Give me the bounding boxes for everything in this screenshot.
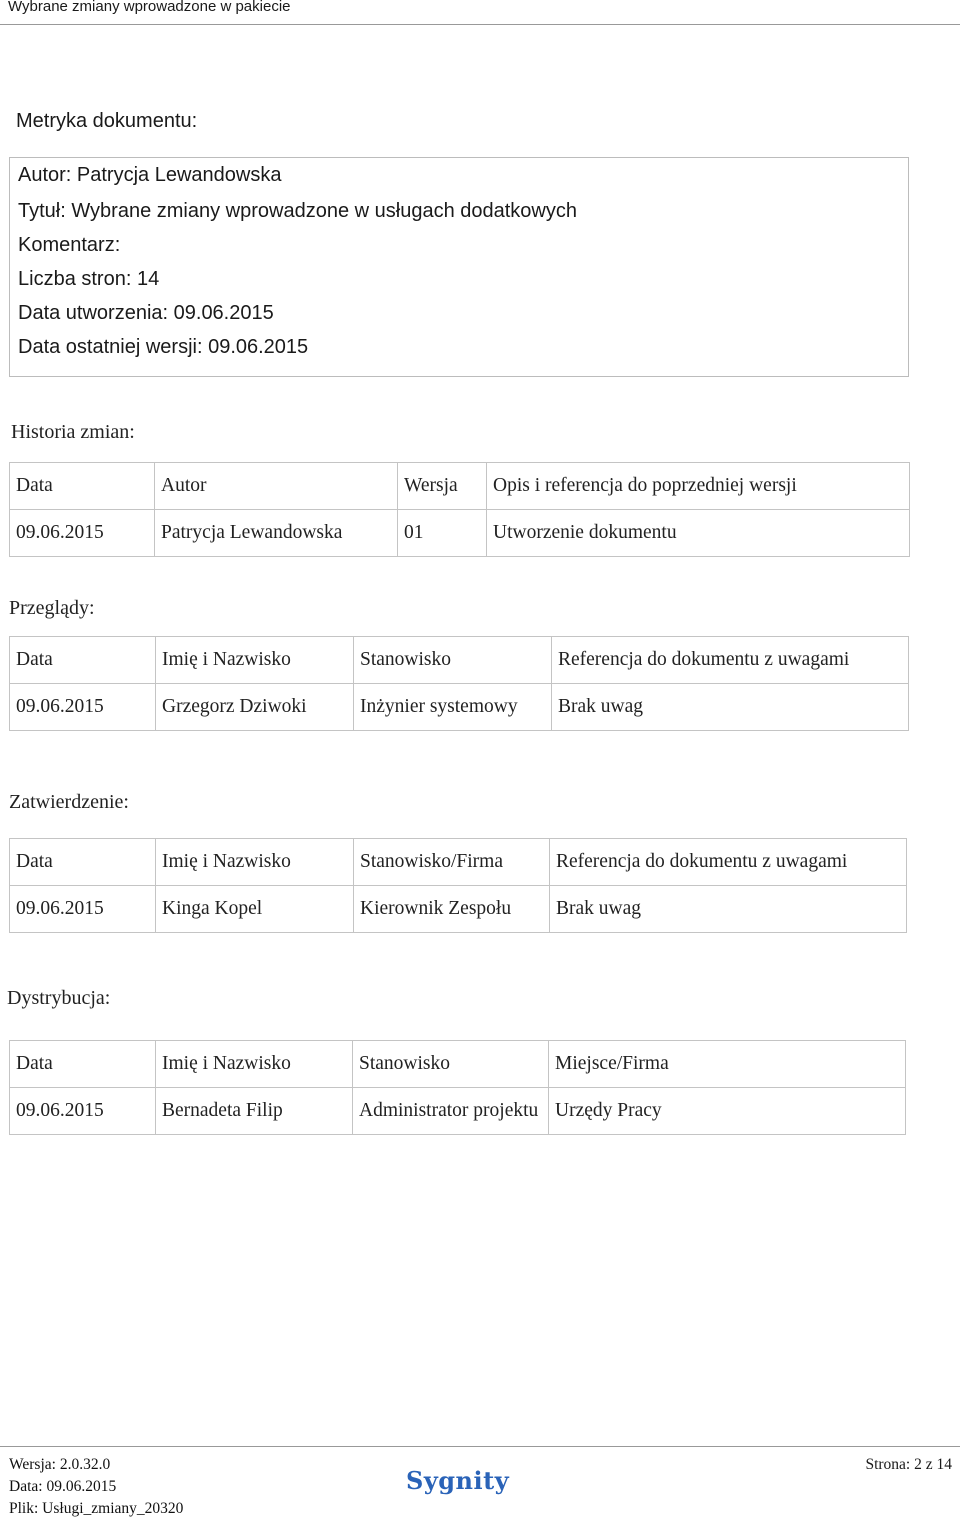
footer-page-number: Strona: 2 z 14 bbox=[865, 1456, 952, 1473]
header-cell: Miejsce/Firma bbox=[549, 1041, 906, 1088]
approval-heading: Zatwierdzenie: bbox=[9, 791, 129, 813]
table-cell: Inżynier systemowy bbox=[354, 684, 552, 731]
table-header-row bbox=[10, 463, 910, 510]
table-cell: Urzędy Pracy bbox=[549, 1088, 906, 1135]
table-header-row bbox=[10, 637, 909, 684]
header-cell: Referencja do dokumentu z uwagami bbox=[550, 839, 907, 886]
table-row bbox=[10, 510, 910, 557]
reviews-table bbox=[9, 636, 909, 731]
metadata-heading: Metryka dokumentu: bbox=[16, 110, 198, 132]
history-heading: Historia zmian: bbox=[11, 421, 135, 443]
header-cell: Data bbox=[10, 637, 156, 684]
header-cell: Data bbox=[10, 839, 156, 886]
approval-table bbox=[9, 838, 907, 933]
history-table bbox=[9, 462, 910, 557]
header-divider bbox=[0, 24, 960, 25]
header-cell: Stanowisko bbox=[353, 1041, 549, 1088]
table-cell: Kinga Kopel bbox=[156, 886, 354, 933]
header-cell: Imię i Nazwisko bbox=[156, 637, 354, 684]
header-cell: Autor bbox=[155, 463, 398, 510]
footer-divider bbox=[0, 1446, 960, 1447]
metadata-author: Autor: Patrycja Lewandowska bbox=[18, 164, 282, 186]
table-cell: 09.06.2015 bbox=[10, 1088, 156, 1135]
metadata-page-count: Liczba stron: 14 bbox=[18, 268, 160, 290]
header-cell: Referencja do dokumentu z uwagami bbox=[552, 637, 909, 684]
company-logo: Sygnity bbox=[406, 1466, 510, 1495]
header-cell: Stanowisko/Firma bbox=[354, 839, 550, 886]
metadata-box bbox=[9, 157, 909, 377]
table-cell: Brak uwag bbox=[550, 886, 907, 933]
table-row bbox=[10, 1088, 906, 1135]
table-cell: Kierownik Zespołu bbox=[354, 886, 550, 933]
footer-version: Wersja: 2.0.32.0 bbox=[9, 1456, 111, 1473]
table-cell: Brak uwag bbox=[552, 684, 909, 731]
header-cell: Stanowisko bbox=[354, 637, 552, 684]
header-cell: Data bbox=[10, 1041, 156, 1088]
header-cell: Data bbox=[10, 463, 155, 510]
footer-date: Data: 09.06.2015 bbox=[9, 1478, 117, 1495]
table-cell: Bernadeta Filip bbox=[156, 1088, 353, 1135]
table-row bbox=[10, 684, 909, 731]
metadata-created-date: Data utworzenia: 09.06.2015 bbox=[18, 302, 274, 324]
table-cell: 09.06.2015 bbox=[10, 886, 156, 933]
table-header-row bbox=[10, 1041, 906, 1088]
table-cell: 01 bbox=[398, 510, 487, 557]
metadata-comment: Komentarz: bbox=[18, 234, 121, 256]
header-cell: Opis i referencja do poprzedniej wersji bbox=[487, 463, 910, 510]
table-cell: 09.06.2015 bbox=[10, 684, 156, 731]
metadata-last-version: Data ostatniej wersji: 09.06.2015 bbox=[18, 336, 309, 358]
header-cell: Wersja bbox=[398, 463, 487, 510]
distribution-heading: Dystrybucja: bbox=[7, 987, 111, 1009]
distribution-table bbox=[9, 1040, 906, 1135]
header-cell: Imię i Nazwisko bbox=[156, 1041, 353, 1088]
metadata-title: Tytuł: Wybrane zmiany wprowadzone w usługach dodatkowych bbox=[18, 200, 577, 222]
running-header-title: Wybrane zmiany wprowadzone w pakiecie bbox=[8, 0, 291, 15]
table-cell: Grzegorz Dziwoki bbox=[156, 684, 354, 731]
table-cell: 09.06.2015 bbox=[10, 510, 155, 557]
table-cell: Administrator projektu bbox=[353, 1088, 549, 1135]
table-row bbox=[10, 886, 907, 933]
header-cell: Imię i Nazwisko bbox=[156, 839, 354, 886]
table-header-row bbox=[10, 839, 907, 886]
table-cell: Patrycja Lewandowska bbox=[155, 510, 398, 557]
table-cell: Utworzenie dokumentu bbox=[487, 510, 910, 557]
reviews-heading: Przeglądy: bbox=[9, 597, 95, 619]
footer-file: Plik: Usługi_zmiany_20320 bbox=[9, 1500, 184, 1517]
